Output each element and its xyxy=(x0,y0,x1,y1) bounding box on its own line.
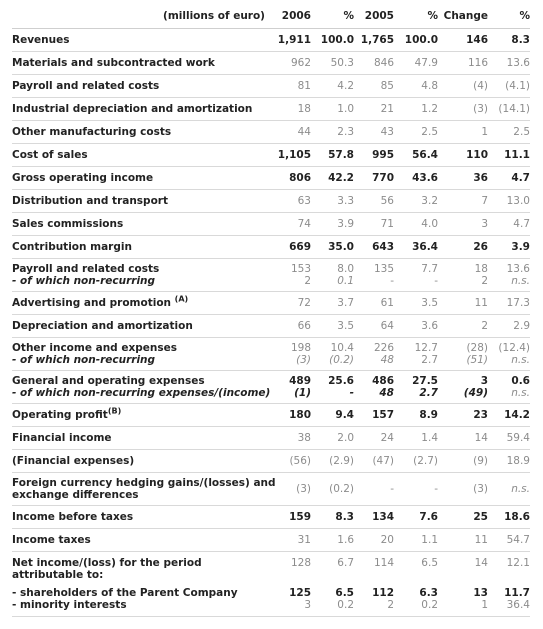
value-2005: 85 xyxy=(354,75,394,98)
row-label: General and operating expenses xyxy=(12,375,205,387)
shareholders-pct-2005: 6.3 xyxy=(419,587,438,599)
value-2006: 44 xyxy=(275,121,311,144)
pct-2006: 35.0 xyxy=(311,236,354,259)
value-2006: 63 xyxy=(275,190,311,213)
value-2006: 1,105 xyxy=(275,144,311,167)
change-value: (3) xyxy=(438,98,488,121)
pct-2006: 57.8 xyxy=(311,144,354,167)
table-row-income-taxes xyxy=(12,529,530,552)
value-2005: 43 xyxy=(354,121,394,144)
value-2005: 24 xyxy=(354,427,394,450)
pct-2005: 4.0 xyxy=(394,213,438,236)
value-2006: 38 xyxy=(275,427,311,450)
change-value: (4) xyxy=(438,75,488,98)
pct-2006: 1.6 xyxy=(311,529,354,552)
row-label: Operating profit xyxy=(12,409,108,421)
change-pct: 17.3 xyxy=(488,292,530,315)
value-2005: 114 xyxy=(373,557,394,569)
pct-2006: 8.3 xyxy=(311,506,354,529)
pct-2005: 3.6 xyxy=(394,315,438,338)
change-value: 2 xyxy=(438,315,488,338)
pct-2005: 12.7 xyxy=(414,342,438,354)
change-value: 23 xyxy=(438,404,488,427)
value-2006: 1,911 xyxy=(275,29,311,52)
value-2005: 226 xyxy=(373,342,394,354)
pct-2005: 7.6 xyxy=(394,506,438,529)
change-pct: 13.0 xyxy=(488,190,530,213)
value-2005: 1,765 xyxy=(354,29,394,52)
pct-2006: 3.5 xyxy=(311,315,354,338)
pct-2006: 3.3 xyxy=(311,190,354,213)
value-2006: 153 xyxy=(290,263,311,275)
pct-2005: 27.5 xyxy=(412,375,438,387)
pct-2006-sub: - xyxy=(349,387,354,399)
row-label: Payroll and related costs xyxy=(12,263,160,275)
value-2005: 61 xyxy=(354,292,394,315)
unit-header: (millions of euro) xyxy=(163,10,265,22)
pct-2006: 9.4 xyxy=(311,404,354,427)
value-2006-sub: 2 xyxy=(304,275,311,287)
value-2005: 21 xyxy=(354,98,394,121)
table-row-attribution xyxy=(12,581,530,617)
pct-2005: 7.7 xyxy=(421,263,438,275)
change-pct: 4.7 xyxy=(488,167,530,190)
change-pct: 11.1 xyxy=(488,144,530,167)
value-2005: 643 xyxy=(354,236,394,259)
minority-pct-2006: 0.2 xyxy=(337,599,354,611)
col-2006-header: 2006 xyxy=(281,10,311,22)
row-label-line2: attributable to: xyxy=(12,569,104,581)
change-value: 14 xyxy=(474,557,488,569)
value-2005: 135 xyxy=(373,263,394,275)
row-label: Advertising and promotion xyxy=(12,297,172,309)
value-2006: (56) xyxy=(275,450,311,473)
table-row-other-manufacturing xyxy=(12,121,530,144)
change-value: 146 xyxy=(438,29,488,52)
value-2005: 770 xyxy=(354,167,394,190)
change-value: 25 xyxy=(438,506,488,529)
table-header xyxy=(12,4,530,29)
pct-2006: (2.9) xyxy=(311,450,354,473)
pct-2005: 3.2 xyxy=(394,190,438,213)
row-label: Financial income xyxy=(12,427,275,450)
pct-2005: 56.4 xyxy=(394,144,438,167)
table-row-income-before-taxes xyxy=(12,506,530,529)
row-label: Industrial depreciation and amortization xyxy=(12,98,275,121)
table-row-cost-of-sales xyxy=(12,144,530,167)
value-2006: 128 xyxy=(290,557,311,569)
income-statement-table xyxy=(12,4,530,617)
change-pct: 54.7 xyxy=(488,529,530,552)
row-label: Income before taxes xyxy=(12,506,275,529)
pct-2006: 3.7 xyxy=(311,292,354,315)
col-2005-header: 2005 xyxy=(364,10,394,22)
pct-2005: 47.9 xyxy=(394,52,438,75)
row-label-line2: exchange differences xyxy=(12,489,139,501)
change-value-sub: (51) xyxy=(466,354,488,366)
row-label: Other income and expenses xyxy=(12,342,177,354)
row-label: Materials and subcontracted work xyxy=(12,52,275,75)
row-label: Depreciation and amortization xyxy=(12,315,275,338)
change-pct: 2.9 xyxy=(488,315,530,338)
pct-2006: 42.2 xyxy=(311,167,354,190)
minority-value-2005: 2 xyxy=(387,599,394,611)
pct-2005: 1.1 xyxy=(394,529,438,552)
table-row-general-expenses xyxy=(12,371,530,404)
shareholders-value-2005: 112 xyxy=(372,587,394,599)
value-2006: 66 xyxy=(275,315,311,338)
pct-2006-sub: (0.2) xyxy=(329,354,354,366)
change-pct: 18.6 xyxy=(488,506,530,529)
value-2005: 846 xyxy=(354,52,394,75)
row-label: Cost of sales xyxy=(12,144,275,167)
value-2005-sub: - xyxy=(390,275,394,287)
table-row-fx-hedging xyxy=(12,473,530,506)
table-row-financial-income xyxy=(12,427,530,450)
minority-change: 1 xyxy=(481,599,488,611)
change-pct-sub: n.s. xyxy=(511,387,530,399)
change-pct: 3.9 xyxy=(488,236,530,259)
change-value: 11 xyxy=(438,292,488,315)
change-pct: 12.1 xyxy=(506,557,530,569)
value-2006: 18 xyxy=(275,98,311,121)
change-pct: 4.7 xyxy=(488,213,530,236)
table-row-depreciation xyxy=(12,315,530,338)
pct-2005: 36.4 xyxy=(394,236,438,259)
value-2006: 72 xyxy=(275,292,311,315)
row-label: (Financial expenses) xyxy=(12,450,275,473)
change-value: 36 xyxy=(438,167,488,190)
shareholders-pct-2006: 6.5 xyxy=(335,587,354,599)
row-label: Sales commissions xyxy=(12,213,275,236)
pct-2005: 1.2 xyxy=(394,98,438,121)
change-pct: 59.4 xyxy=(488,427,530,450)
shareholders-value-2006: 125 xyxy=(289,587,311,599)
change-pct: 13.6 xyxy=(488,52,530,75)
change-value-sub: 2 xyxy=(481,275,488,287)
value-2006: (3) xyxy=(275,473,311,506)
change-value: 14 xyxy=(438,427,488,450)
change-pct: 13.6 xyxy=(506,263,530,275)
change-value: (3) xyxy=(438,473,488,506)
shareholders-change-pct: 11.7 xyxy=(504,587,530,599)
change-value: 3 xyxy=(480,375,488,387)
table-row-materials xyxy=(12,52,530,75)
pct-2005: 4.8 xyxy=(394,75,438,98)
minority-pct-2005: 0.2 xyxy=(421,599,438,611)
change-value: 116 xyxy=(438,52,488,75)
value-2005-sub: 48 xyxy=(380,354,394,366)
footnote-marker: (A) xyxy=(174,294,189,304)
change-pct: n.s. xyxy=(488,473,530,506)
pct-2005: 100.0 xyxy=(394,29,438,52)
change-pct-sub: n.s. xyxy=(511,354,530,366)
change-value: 18 xyxy=(474,263,488,275)
pct-2005-sub: 2.7 xyxy=(419,387,438,399)
pct-2006: 100.0 xyxy=(311,29,354,52)
footnote-marker: (B) xyxy=(107,406,122,416)
pct-2006: 50.3 xyxy=(311,52,354,75)
pct-2006: 4.2 xyxy=(311,75,354,98)
value-2006: 74 xyxy=(275,213,311,236)
pct-2006-sub: 0.1 xyxy=(337,275,354,287)
change-value: (9) xyxy=(438,450,488,473)
pct-2005: 43.6 xyxy=(394,167,438,190)
pct-2006: 2.0 xyxy=(311,427,354,450)
value-2005: 71 xyxy=(354,213,394,236)
row-label: Other manufacturing costs xyxy=(12,121,275,144)
pct-2005: 6.5 xyxy=(421,557,438,569)
value-2006: 489 xyxy=(289,375,311,387)
table-row-contribution-margin xyxy=(12,236,530,259)
table-row-gross-operating-income xyxy=(12,167,530,190)
table-row-advertising xyxy=(12,292,530,315)
change-value: 26 xyxy=(438,236,488,259)
row-label: Contribution margin xyxy=(12,236,275,259)
shareholders-change: 13 xyxy=(473,587,488,599)
change-pct: 8.3 xyxy=(488,29,530,52)
pct-2006: 8.0 xyxy=(337,263,354,275)
pct-2006: 1.0 xyxy=(311,98,354,121)
value-2006: 806 xyxy=(275,167,311,190)
table-row-industrial-depreciation xyxy=(12,98,530,121)
change-value: 1 xyxy=(438,121,488,144)
table-row-revenues xyxy=(12,29,530,52)
minority-change-pct: 36.4 xyxy=(506,599,530,611)
pct-2005: 2.5 xyxy=(394,121,438,144)
minority-label: - minority interests xyxy=(12,599,127,611)
value-2005-sub: 48 xyxy=(379,387,394,399)
value-2006: 31 xyxy=(275,529,311,552)
value-2006-sub: (1) xyxy=(294,387,311,399)
change-value: 7 xyxy=(438,190,488,213)
change-value: 3 xyxy=(438,213,488,236)
value-2005: 64 xyxy=(354,315,394,338)
change-value: (28) xyxy=(466,342,488,354)
change-value-sub: (49) xyxy=(463,387,488,399)
col-change-header: Change xyxy=(443,10,488,22)
pct-2005: 8.9 xyxy=(394,404,438,427)
change-pct: 14.2 xyxy=(488,404,530,427)
value-2006: 159 xyxy=(275,506,311,529)
value-2005: 134 xyxy=(354,506,394,529)
value-2006: 180 xyxy=(275,404,311,427)
change-pct: (4.1) xyxy=(488,75,530,98)
row-label: Payroll and related costs xyxy=(12,75,275,98)
value-2005: 995 xyxy=(354,144,394,167)
value-2005: 157 xyxy=(354,404,394,427)
value-2006: 81 xyxy=(275,75,311,98)
table-row-financial-expenses xyxy=(12,450,530,473)
table-row-operating-profit xyxy=(12,404,530,427)
pct-2006: (0.2) xyxy=(311,473,354,506)
row-label: Foreign currency hedging gains/(losses) and xyxy=(12,477,276,489)
value-2006: 198 xyxy=(290,342,311,354)
col-pct-2005-header: % xyxy=(427,10,438,22)
change-value: 110 xyxy=(438,144,488,167)
change-pct-sub: n.s. xyxy=(511,275,530,287)
pct-2005-sub: 2.7 xyxy=(421,354,438,366)
pct-2006: 25.6 xyxy=(328,375,354,387)
pct-2006: 3.9 xyxy=(311,213,354,236)
change-pct: 0.6 xyxy=(511,375,530,387)
change-pct: 18.9 xyxy=(488,450,530,473)
pct-2005-sub: - xyxy=(434,275,438,287)
table-row-sales-commissions xyxy=(12,213,530,236)
col-pct-2006-header: % xyxy=(343,10,354,22)
row-sublabel: - of which non-recurring xyxy=(12,275,156,287)
minority-value-2006: 3 xyxy=(304,599,311,611)
value-2006-sub: (3) xyxy=(296,354,311,366)
row-sublabel: - of which non-recurring xyxy=(12,354,156,366)
table-row-distribution xyxy=(12,190,530,213)
change-pct: (12.4) xyxy=(498,342,530,354)
value-2005: 56 xyxy=(354,190,394,213)
pct-2006: 6.7 xyxy=(337,557,354,569)
value-2005: - xyxy=(354,473,394,506)
change-value: 11 xyxy=(438,529,488,552)
table-row-other-income xyxy=(12,338,530,371)
change-pct: (14.1) xyxy=(488,98,530,121)
shareholders-label: - shareholders of the Parent Company xyxy=(12,587,238,599)
value-2006: 669 xyxy=(275,236,311,259)
pct-2005: 1.4 xyxy=(394,427,438,450)
table-row-payroll xyxy=(12,75,530,98)
row-label: Distribution and transport xyxy=(12,190,275,213)
pct-2006: 10.4 xyxy=(330,342,354,354)
table-row-payroll-nonrecurring xyxy=(12,259,530,292)
row-label: Revenues xyxy=(12,29,275,52)
pct-2006: 2.3 xyxy=(311,121,354,144)
row-label: Income taxes xyxy=(12,529,275,552)
pct-2005: 3.5 xyxy=(394,292,438,315)
pct-2005: - xyxy=(394,473,438,506)
row-sublabel: - of which non-recurring expenses/(income) xyxy=(12,387,271,399)
pct-2005: (2.7) xyxy=(394,450,438,473)
change-pct: 2.5 xyxy=(488,121,530,144)
value-2005: 486 xyxy=(372,375,394,387)
value-2005: (47) xyxy=(354,450,394,473)
table-row-net-income xyxy=(12,552,530,582)
row-label: Gross operating income xyxy=(12,167,275,190)
value-2005: 20 xyxy=(354,529,394,552)
col-pct-change-header: % xyxy=(519,10,530,22)
value-2006: 962 xyxy=(275,52,311,75)
row-label: Net income/(loss) for the period xyxy=(12,557,202,569)
